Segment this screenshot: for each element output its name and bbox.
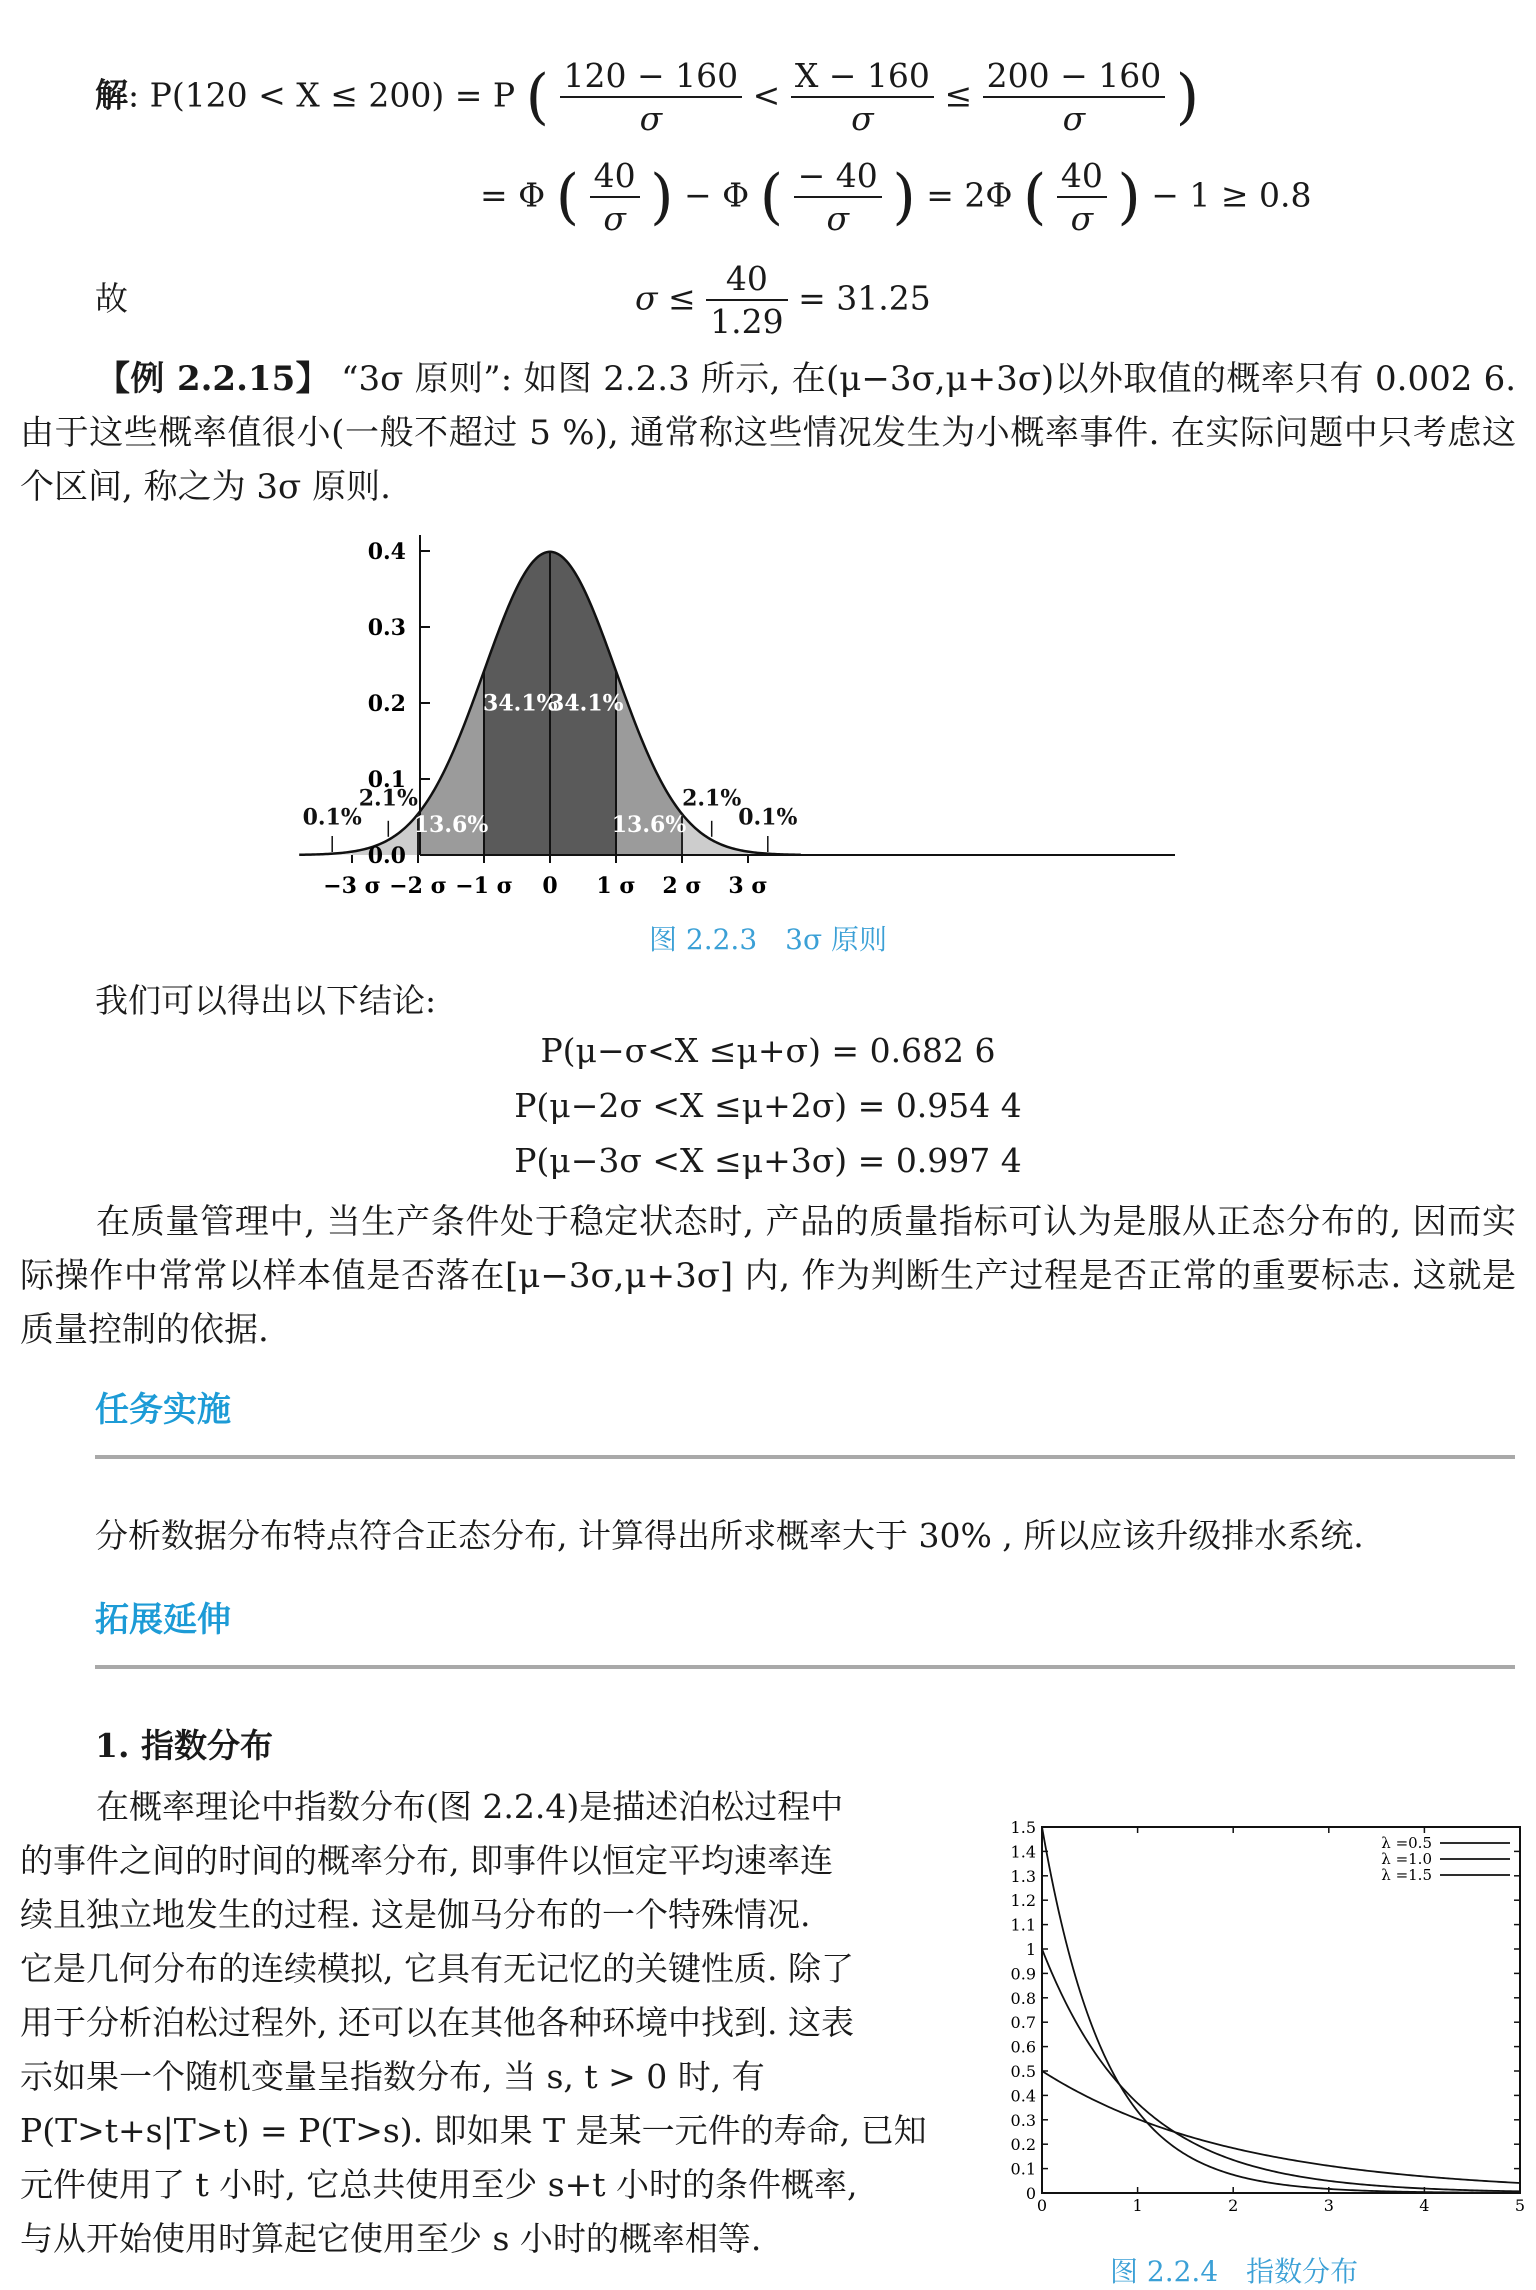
fraction: $\frac{40}{\sigma}$ [590,155,640,240]
y-tick-label: 0 [1025,2184,1036,2203]
example-label: 【例 2.2.15】 [96,359,330,399]
section-divider [95,1455,1515,1459]
fraction: $\frac{200 - 160}{\sigma}$ [983,55,1166,140]
section-divider [95,1665,1515,1669]
paragraph-line: 续且独立地发生的过程. 这是伽马分布的一个特殊情况. [20,1895,811,1934]
y-tick-label: 1.3 [1010,1866,1036,1886]
legend-label: λ =1.5 [1381,1866,1432,1884]
y-tick-label: 0.6 [1010,2037,1036,2057]
y-tick-label: 0.4 [367,539,406,565]
solution-line-3: σ ≤ $\frac{40}{1.29}$ = 31.25 [635,259,931,342]
fraction: $\frac{120 - 160}{\sigma}$ [560,55,743,140]
x-tick-label: 3 σ [728,873,768,899]
y-tick-label: 0.0 [367,843,406,869]
y-tick-label: 1.4 [1010,1842,1036,1862]
example-paragraph [20,352,1516,514]
paragraph-line: P(T>t+s|T>t) = P(T>s). 即如果 T 是某一元件的寿命, 已知 [20,2111,927,2150]
normal-distribution-chart [302,525,1200,905]
band-label: 0.1% [738,804,798,831]
fraction: $\frac{40}{1.29}$ [706,258,787,343]
y-tick-label: 0.3 [1010,2110,1036,2130]
x-tick-label: 5 [1514,2196,1526,2215]
solution-label: 解 [95,75,128,115]
task-text: 分析数据分布特点符合正态分布, 计算得出所求概率大于 30% , 所以应该升级排水系统. [95,1516,1364,1555]
exponential-distribution-chart [1000,1815,1530,2215]
x-tick-label: −1 σ [455,873,513,899]
equation-2: P(μ−2σ <X ≤μ+2σ) = 0.954 4 [514,1086,1022,1125]
gu-label: 故 [95,279,128,318]
y-tick-label: 1.1 [1010,1915,1036,1935]
series-line-0 [1042,2071,1520,2183]
series-line-1 [1042,1949,1520,2191]
solution-lhs: P(120 < X ≤ 200) = P [149,75,516,115]
band-label: 34.1% [549,690,624,717]
fraction: $\frac{- 40}{\sigma}$ [794,155,882,240]
equation-1: P(μ−σ<X ≤μ+σ) = 0.682 6 [540,1031,996,1070]
band-label: 2.1% [682,785,742,812]
y-tick-label: 1.5 [1010,1818,1036,1837]
fraction: $\frac{X - 160}{\sigma}$ [791,55,934,140]
conclusion-intro: 我们可以得出以下结论: [95,981,437,1020]
fraction: $\frac{40}{\sigma}$ [1057,155,1107,240]
paragraph-line: 与从开始使用时算起它使用至少 s 小时的概率相等. [20,2219,762,2258]
sub-heading-exponential: 1. 指数分布 [95,1726,273,1765]
paragraph-line: 示如果一个随机变量呈指数分布, 当 s, t > 0 时, 有 [20,2057,765,2096]
y-tick-label: 0.2 [367,691,406,717]
x-tick-label: 0 [542,873,558,899]
example-text: “3σ 原则”: 如图 2.2.3 所示, 在(μ−3σ,μ+3σ)以外取值的概率只有 0.002 6. 由于这些概率值很小(一般不超过 5 %), 通常称这些情况发生为小概率事件. 在实际问题中只考虑这个区间, 称之为 3σ 原则. [20,359,1517,507]
y-tick-label: 0.9 [1010,1964,1036,1984]
task-heading: 任务实施 [95,1390,231,1430]
equation-3: P(μ−3σ <X ≤μ+3σ) = 0.997 4 [514,1141,1022,1180]
y-tick-label: 0.7 [1010,2013,1036,2033]
quality-control-paragraph: 在质量管理中, 当生产条件处于稳定状态时, 产品的质量指标可认为是服从正态分布的, 因而实际操作中常常以样本值是否落在[μ−3σ,μ+3σ] 内, 作为判断生产过程是否正常的重要标志. 这就是质量控制的依据. [20,1202,1516,1350]
plot-frame [1042,1827,1520,2193]
x-tick-label: 1 [1132,2196,1143,2215]
y-tick-label: 0.8 [1010,1988,1036,2008]
y-tick-label: 1.2 [1010,1891,1036,1911]
band-label: 13.6% [611,812,687,839]
x-tick-label: −3 σ [323,873,381,899]
exponential-paragraph [20,1780,980,2266]
y-tick-label: 0.4 [1010,2086,1036,2106]
y-tick-label: 1 [1025,1940,1036,1959]
figure-caption-2-2-4: 图 2.2.4 指数分布 [1110,2255,1359,2288]
band-label: 2.1% [358,785,418,812]
x-tick-label: 2 [1228,2196,1239,2215]
series-line-2 [1042,1827,1520,2193]
paragraph-line: 用于分析泊松过程外, 还可以在其他各种环境中找到. 这表 [20,2003,854,2042]
y-tick-label: 0.5 [1010,2062,1036,2081]
x-tick-label: 2 σ [662,873,702,899]
paragraph-line: 的事件之间的时间的概率分布, 即事件以恒定平均速率连 [20,1841,833,1880]
band-label: 34.1% [483,690,558,717]
x-tick-label: 4 [1419,2196,1430,2215]
legend-label: λ =1.0 [1381,1850,1432,1868]
solution-line-1: 解: P(120 < X ≤ 200) = P ( $\frac{120 - 160}{\sigma}$ < $\frac{X - 160}{\sigma}$ ≤ $\frac{200 - 160}{\sigma}$ ) [95,56,1200,139]
x-tick-label: 0 [1036,2196,1048,2215]
paragraph-line: 在概率理论中指数分布(图 2.2.4)是描述泊松过程中 [96,1787,844,1826]
band-label: 13.6% [413,812,489,839]
extend-heading: 拓展延伸 [95,1600,231,1640]
y-tick-label: 0.1 [1010,2159,1036,2179]
x-tick-label: −2 σ [389,873,447,899]
solution-line-2: = Φ ( $\frac{40}{\sigma}$ ) − Φ ( $\frac{- 40}{\sigma}$ ) = 2Φ ( $\frac{40}{\sigma}$ ) − 1 ≥ 0.8 [480,156,1312,239]
paragraph-line: 它是几何分布的连续模拟, 它具有无记忆的关键性质. 除了 [20,1949,854,1988]
y-tick-label: 0.2 [1010,2135,1036,2155]
x-tick-label: 3 [1323,2196,1334,2215]
y-tick-label: 0.1 [367,767,406,793]
y-tick-label: 0.3 [367,615,406,641]
band-label: 0.1% [302,804,362,831]
paragraph-line: 元件使用了 t 小时, 它总共使用至少 s+t 小时的条件概率, [20,2165,858,2204]
legend-label: λ =0.5 [1381,1834,1432,1852]
x-tick-label: 1 σ [596,873,636,899]
figure-caption-2-2-3: 图 2.2.3 3σ 原则 [649,923,887,956]
